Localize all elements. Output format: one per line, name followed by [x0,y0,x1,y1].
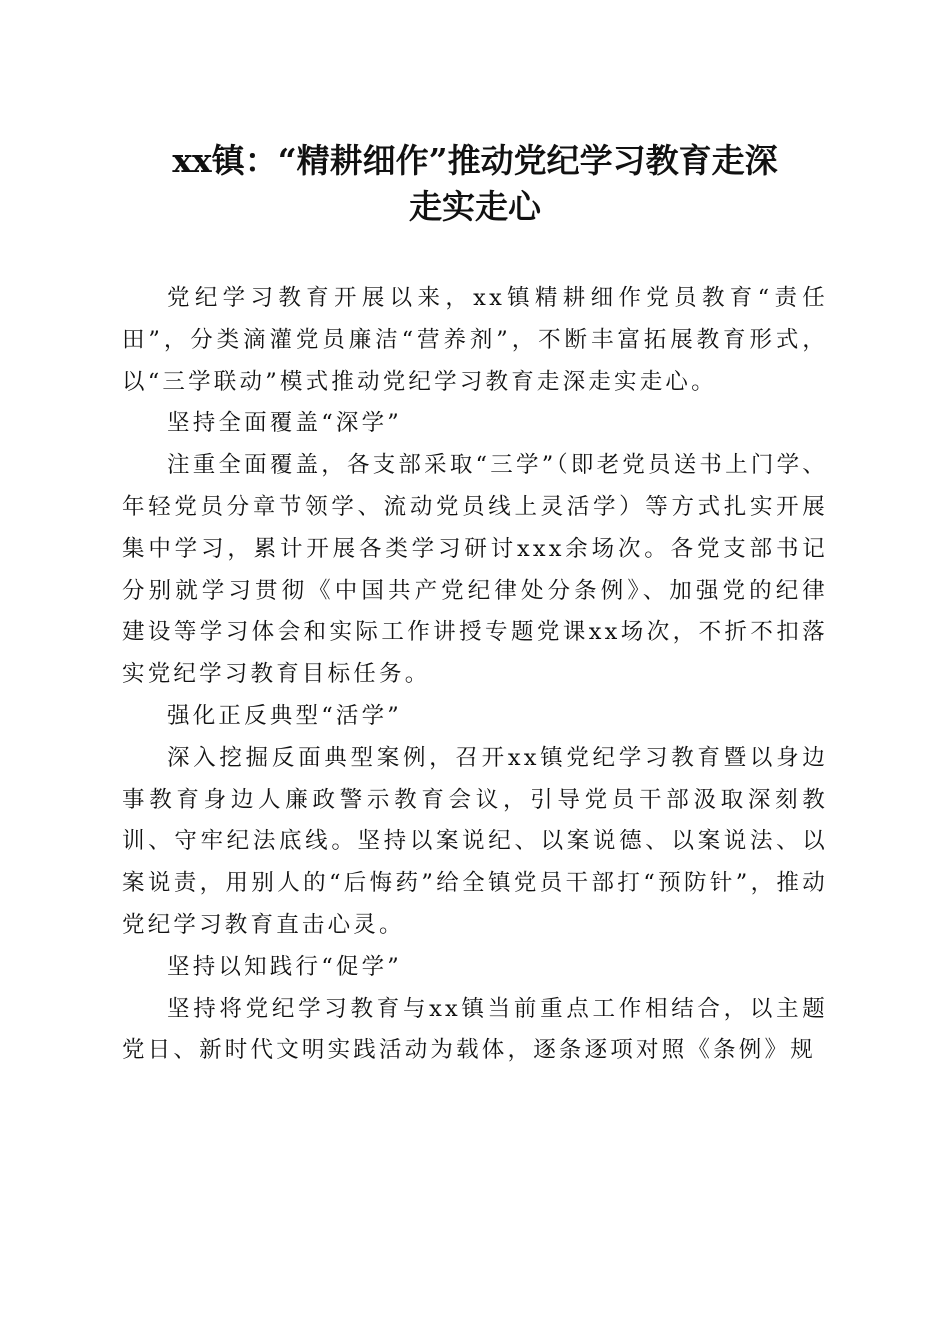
intro-paragraph: 党纪学习教育开展以来，xx镇精耕细作党员教育“责任田”，分类滴灌党员廉洁“营养剂”，不断丰富拓展教育形式，以“三学联动”模式推动党纪学习教育走深走实走心。 [122,285,828,395]
section-heading-active-study: 强化正反典型“活学” [167,702,403,729]
title-line-2: 走实走心 [409,187,541,226]
title-line-1: xx镇：“精耕细作”推动党纪学习教育走深 [172,141,778,180]
section-heading-deep-study: 坚持全面覆盖“深学” [167,410,403,437]
section-paragraph-active-study: 深入挖掘反面典型案例，召开xx镇党纪学习教育暨以身边事教育身边人廉政警示教育会议，引导党员干部汲取深刻教训、守牢纪法底线。坚持以案说纪、以案说德、以案说法、以案说责，用别人的“后悔药”给全镇党员干部打“预防针”，推动党纪学习教育直击心灵。 [122,744,828,938]
section-paragraph-deep-study: 注重全面覆盖，各支部采取“三学”（即老党员送书上门学、年轻党员分章节领学、流动党员线上灵活学）等方式扎实开展集中学习，累计开展各类学习研讨xxx余场次。各党支部书记分别就学习贯彻《中国共产党纪律处分条例》、加强党的纪律建设等学习体会和实际工作讲授专题党课xx场次，不折不扣落实党纪学习教育目标任务。 [122,452,828,688]
section-paragraph-promote-study: 坚持将党纪学习教育与xx镇当前重点工作相结合，以主题党日、新时代文明实践活动为载体，逐条逐项对照《条例》规 [122,995,828,1064]
document-body [122,278,828,1072]
document-title [110,138,840,230]
section-heading-promote-study: 坚持以知践行“促学” [167,953,403,980]
